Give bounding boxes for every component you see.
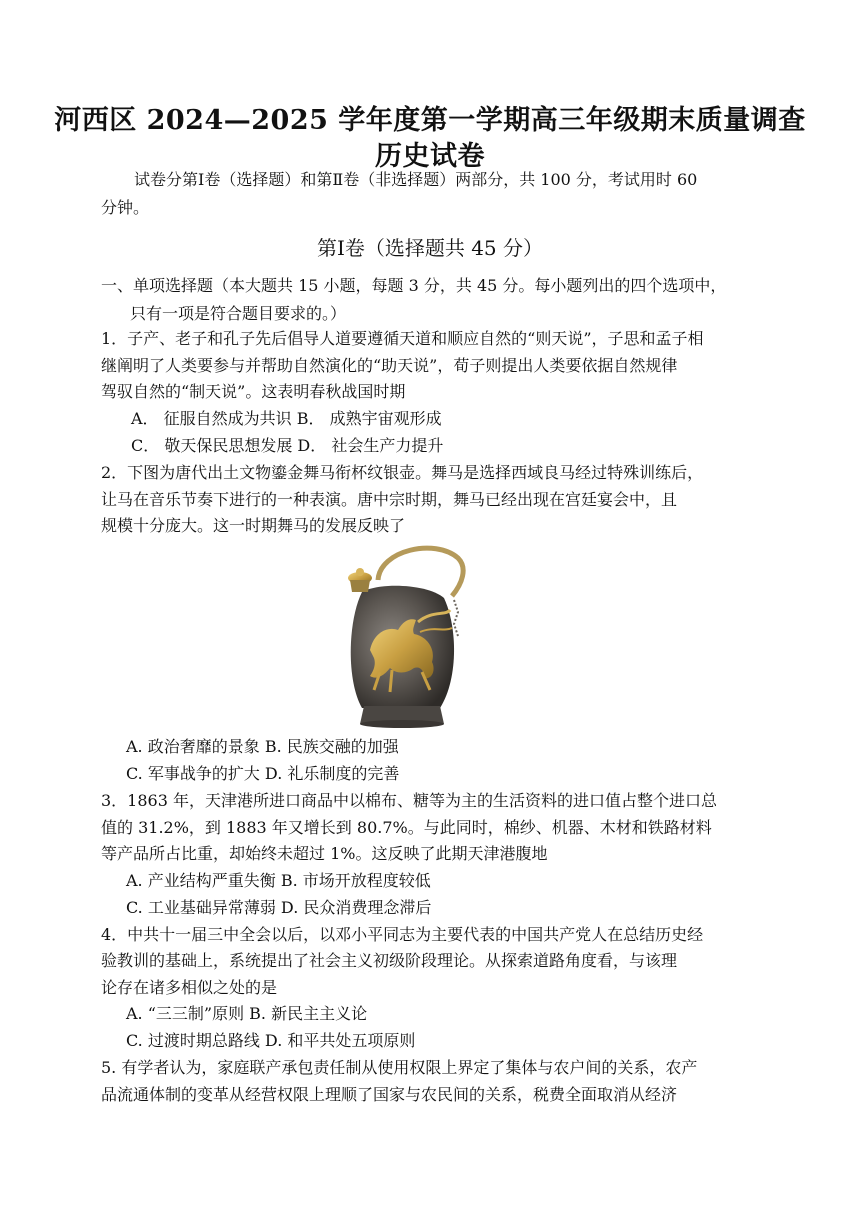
question-line: 3．1863 年，天津港所进口商品中以棉布、糖等为主的生活资料的进口值占整个进口总 <box>101 791 717 810</box>
question-line: 等产品所占比重，却始终未超过 1%。这反映了此期天津港腹地 <box>101 844 548 863</box>
section-instruction: 只有一项是符合题目要求的。） <box>130 304 347 323</box>
question-option: C. 军事战争的扩大 D. 礼乐制度的完善 <box>126 764 400 783</box>
question-option: C. 工业基础异常薄弱 D. 民众消费理念滞后 <box>126 898 432 917</box>
question-line: 论存在诸多相似之处的是 <box>101 978 278 997</box>
question-line: 验教训的基础上，系统提出了社会主义初级阶段理论。从探索道路角度看，与该理 <box>101 951 678 970</box>
question-option: A. 政治奢靡的景象 B. 民族交融的加强 <box>126 737 399 756</box>
intro-line: 试卷分第Ⅰ卷（选择题）和第Ⅱ卷（非选择题）两部分，共 100 分，考试用时 60 <box>134 170 698 189</box>
question-option: A. 产业结构严重失衡 B. 市场开放程度较低 <box>126 871 431 890</box>
question-option: C. 过渡时期总路线 D. 和平共处五项原则 <box>126 1031 416 1050</box>
question-option: C． 敬天保民思想发展 D． 社会生产力提升 <box>131 436 444 455</box>
question-line: 2．下图为唐代出土文物鎏金舞马衔杯纹银壶。舞马是选择西域良马经过特殊训练后， <box>101 463 704 482</box>
question-option: A． 征服自然成为共识 B． 成熟宇宙观形成 <box>131 409 442 428</box>
question-line: 继阐明了人类要参与并帮助自然演化的“助天说”，荀子则提出人类要依据自然规律 <box>101 356 678 375</box>
gilt-silver-pot-image <box>340 540 470 730</box>
intro-line: 分钟。 <box>101 198 150 217</box>
section-title: 第Ⅰ卷（选择题共 45 分） <box>316 236 544 260</box>
section-instruction: 一、单项选择题（本大题共 15 小题，每题 3 分，共 45 分。每小题列出的四个选项中， <box>101 276 727 295</box>
question-line: 让马在音乐节奏下进行的一种表演。唐中宗时期，舞马已经出现在宫廷宴会中，且 <box>101 490 678 509</box>
silver-pot-icon <box>340 540 470 730</box>
question-line: 品流通体制的变革从经营权限上理顺了国家与农民间的关系，税费全面取消从经济 <box>101 1085 678 1104</box>
question-line: 驾驭自然的“制天说”。这表明春秋战国时期 <box>101 382 406 401</box>
question-line: 4．中共十一届三中全会以后，以邓小平同志为主要代表的中国共产党人在总结历史经 <box>101 925 704 944</box>
question-line: 规模十分庞大。这一时期舞马的发展反映了 <box>101 516 406 535</box>
question-line: 1．子产、老子和孔子先后倡导人道要遵循天道和顺应自然的“则天说”，子思和孟子相 <box>101 329 704 348</box>
question-line: 5. 有学者认为，家庭联产承包责任制从使用权限上界定了集体与农户间的关系，农产 <box>101 1058 698 1077</box>
question-line: 值的 31.2%，到 1883 年又增长到 80.7%。与此同时，棉纱、机器、木材和铁路材料 <box>101 818 712 837</box>
exam-subtitle: 历史试卷 <box>375 141 485 172</box>
question-option: A. “三三制”原则 B. 新民主主义论 <box>126 1004 368 1023</box>
exam-title: 河西区 2024—2025 学年度第一学期高三年级期末质量调查 <box>54 105 806 136</box>
